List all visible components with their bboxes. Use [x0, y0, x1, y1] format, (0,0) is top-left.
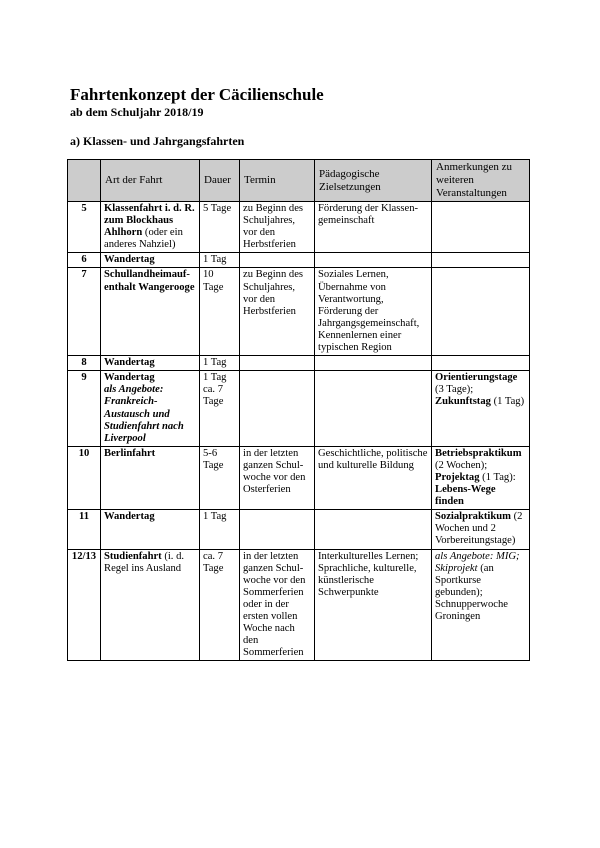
header-grade — [68, 160, 101, 202]
date-cell: zu Beginn des Schuljahres, vor den Herbstferien — [240, 202, 315, 253]
type-bold: Wandertag — [104, 511, 155, 523]
goals-cell — [315, 356, 432, 371]
notes-bold-2: Projektag — [435, 471, 480, 483]
notes-normal-2: (1 Tag): — [479, 471, 516, 483]
notes-normal-1: (2 Wochen und 2 Vorbereitungstage) — [435, 511, 523, 547]
type-cell — [101, 202, 200, 253]
grade-cell: 6 — [68, 253, 101, 268]
notes-bold-1: Betriebspraktikum — [435, 447, 522, 459]
goals-cell: Förderung der Klassen-gemeinschaft — [315, 202, 432, 253]
header-date: Termin — [240, 160, 315, 202]
trips-table — [67, 159, 530, 661]
grade-cell: 10 — [68, 446, 101, 509]
notes-italic-1: als Angebote: MIG; Skiprojekt — [435, 550, 520, 574]
goals-cell — [315, 510, 432, 549]
notes-cell — [432, 253, 530, 268]
type-bold: Klassenfahrt i. d. R. zum Blockhaus Ahlhorn — [104, 203, 195, 239]
section-heading: a) Klassen- und Jahrgangsfahrten — [70, 134, 245, 148]
goals-cell — [315, 253, 432, 268]
document-subtitle: ab dem Schuljahr 2018/19 — [70, 105, 204, 119]
duration-cell: 1 Tag — [200, 253, 240, 268]
notes-normal-1: (3 Tage); — [435, 384, 474, 396]
type-bold: Berlinfahrt — [104, 447, 156, 459]
notes-cell — [432, 549, 530, 661]
date-cell: in der letzten ganzen Schul-woche vor den Sommerferien oder in der ersten vollen Woche nach den Sommerferien — [240, 549, 315, 661]
notes-cell — [432, 202, 530, 253]
duration-cell: 5-6 Tage — [200, 446, 240, 509]
notes-cell — [432, 510, 530, 549]
document-title: Fahrtenkonzept der Cäcilienschule — [70, 85, 324, 104]
notes-bold-2: Zukunftstag — [435, 396, 491, 408]
goals-cell: Soziales Lernen, Übernahme von Verantwortung, Förderung der Jahrgangsgemeinschaft, Kennenlernen einer typischen Region — [315, 268, 432, 356]
date-cell: in der letzten ganzen Schul-woche vor den Osterferien — [240, 446, 315, 509]
type-normal: (oder ein anderes Nahziel) — [104, 227, 183, 251]
type-bold: Studienfahrt — [104, 550, 162, 562]
grade-cell: 8 — [68, 356, 101, 371]
type-cell — [101, 268, 200, 356]
table-row — [68, 371, 530, 447]
grade-cell: 7 — [68, 268, 101, 356]
notes-cell — [432, 268, 530, 356]
type-offers: als Angebote: Frankreich-Austausch und Studienfahrt nach Liverpool — [104, 384, 184, 444]
grade-cell: 9 — [68, 371, 101, 447]
table-row — [68, 268, 530, 356]
notes-cell — [432, 371, 530, 447]
table-row — [68, 202, 530, 253]
date-cell — [240, 253, 315, 268]
duration-cell: 5 Tage — [200, 202, 240, 253]
grade-cell: 11 — [68, 510, 101, 549]
type-cell — [101, 356, 200, 371]
duration-cell: ca. 7 Tage — [200, 549, 240, 661]
table-row — [68, 549, 530, 661]
notes-bold-3: Lebens-Wege finden — [435, 484, 496, 508]
table-row — [68, 446, 530, 509]
goals-cell: Interkulturelles Lernen; Sprachliche, kulturelle, künstlerische Schwerpunkte — [315, 549, 432, 661]
notes-cell — [432, 356, 530, 371]
notes-normal-1: (2 Wochen); — [435, 459, 488, 471]
header-goals: Pädagogische Zielsetzungen — [315, 160, 432, 202]
table-header-row — [68, 160, 530, 202]
type-normal: (i. d. Regel ins Ausland — [104, 550, 185, 574]
notes-bold-1: Sozialpraktikum — [435, 511, 511, 523]
date-cell: zu Beginn des Schuljahres, vor den Herbstferien — [240, 268, 315, 356]
notes-normal-1: (an Sportkurse gebunden); Schnupperwoche Groningen — [435, 562, 508, 622]
header-notes: Anmerkungen zu weiteren Veranstaltungen — [432, 160, 530, 202]
date-cell — [240, 510, 315, 549]
type-bold: Wandertag — [104, 254, 155, 266]
goals-cell — [315, 371, 432, 447]
type-cell — [101, 549, 200, 661]
notes-bold-1: Orientierungstage — [435, 372, 518, 384]
date-cell — [240, 356, 315, 371]
type-bold: Wandertag — [104, 357, 155, 369]
duration-cell: 1 Tag — [200, 356, 240, 371]
grade-cell: 5 — [68, 202, 101, 253]
header-duration: Dauer — [200, 160, 240, 202]
duration-cell: 1 Tag ca. 7 Tage — [200, 371, 240, 447]
notes-cell — [432, 446, 530, 509]
type-cell — [101, 510, 200, 549]
goals-cell: Geschichtliche, politische und kulturelle Bildung — [315, 446, 432, 509]
header-type: Art der Fahrt — [101, 160, 200, 202]
table-row — [68, 253, 530, 268]
grade-cell: 12/13 — [68, 549, 101, 661]
type-cell — [101, 446, 200, 509]
date-cell — [240, 371, 315, 447]
type-cell — [101, 371, 200, 447]
notes-normal-2: (1 Tag) — [490, 396, 525, 408]
type-cell — [101, 253, 200, 268]
type-bold: Wandertag — [104, 372, 155, 384]
duration-cell: 1 Tag — [200, 510, 240, 549]
type-bold: Schullandheimauf-enthalt Wangerooge — [104, 269, 195, 293]
table-row — [68, 510, 530, 549]
duration-cell: 10 Tage — [200, 268, 240, 356]
table-row — [68, 356, 530, 371]
